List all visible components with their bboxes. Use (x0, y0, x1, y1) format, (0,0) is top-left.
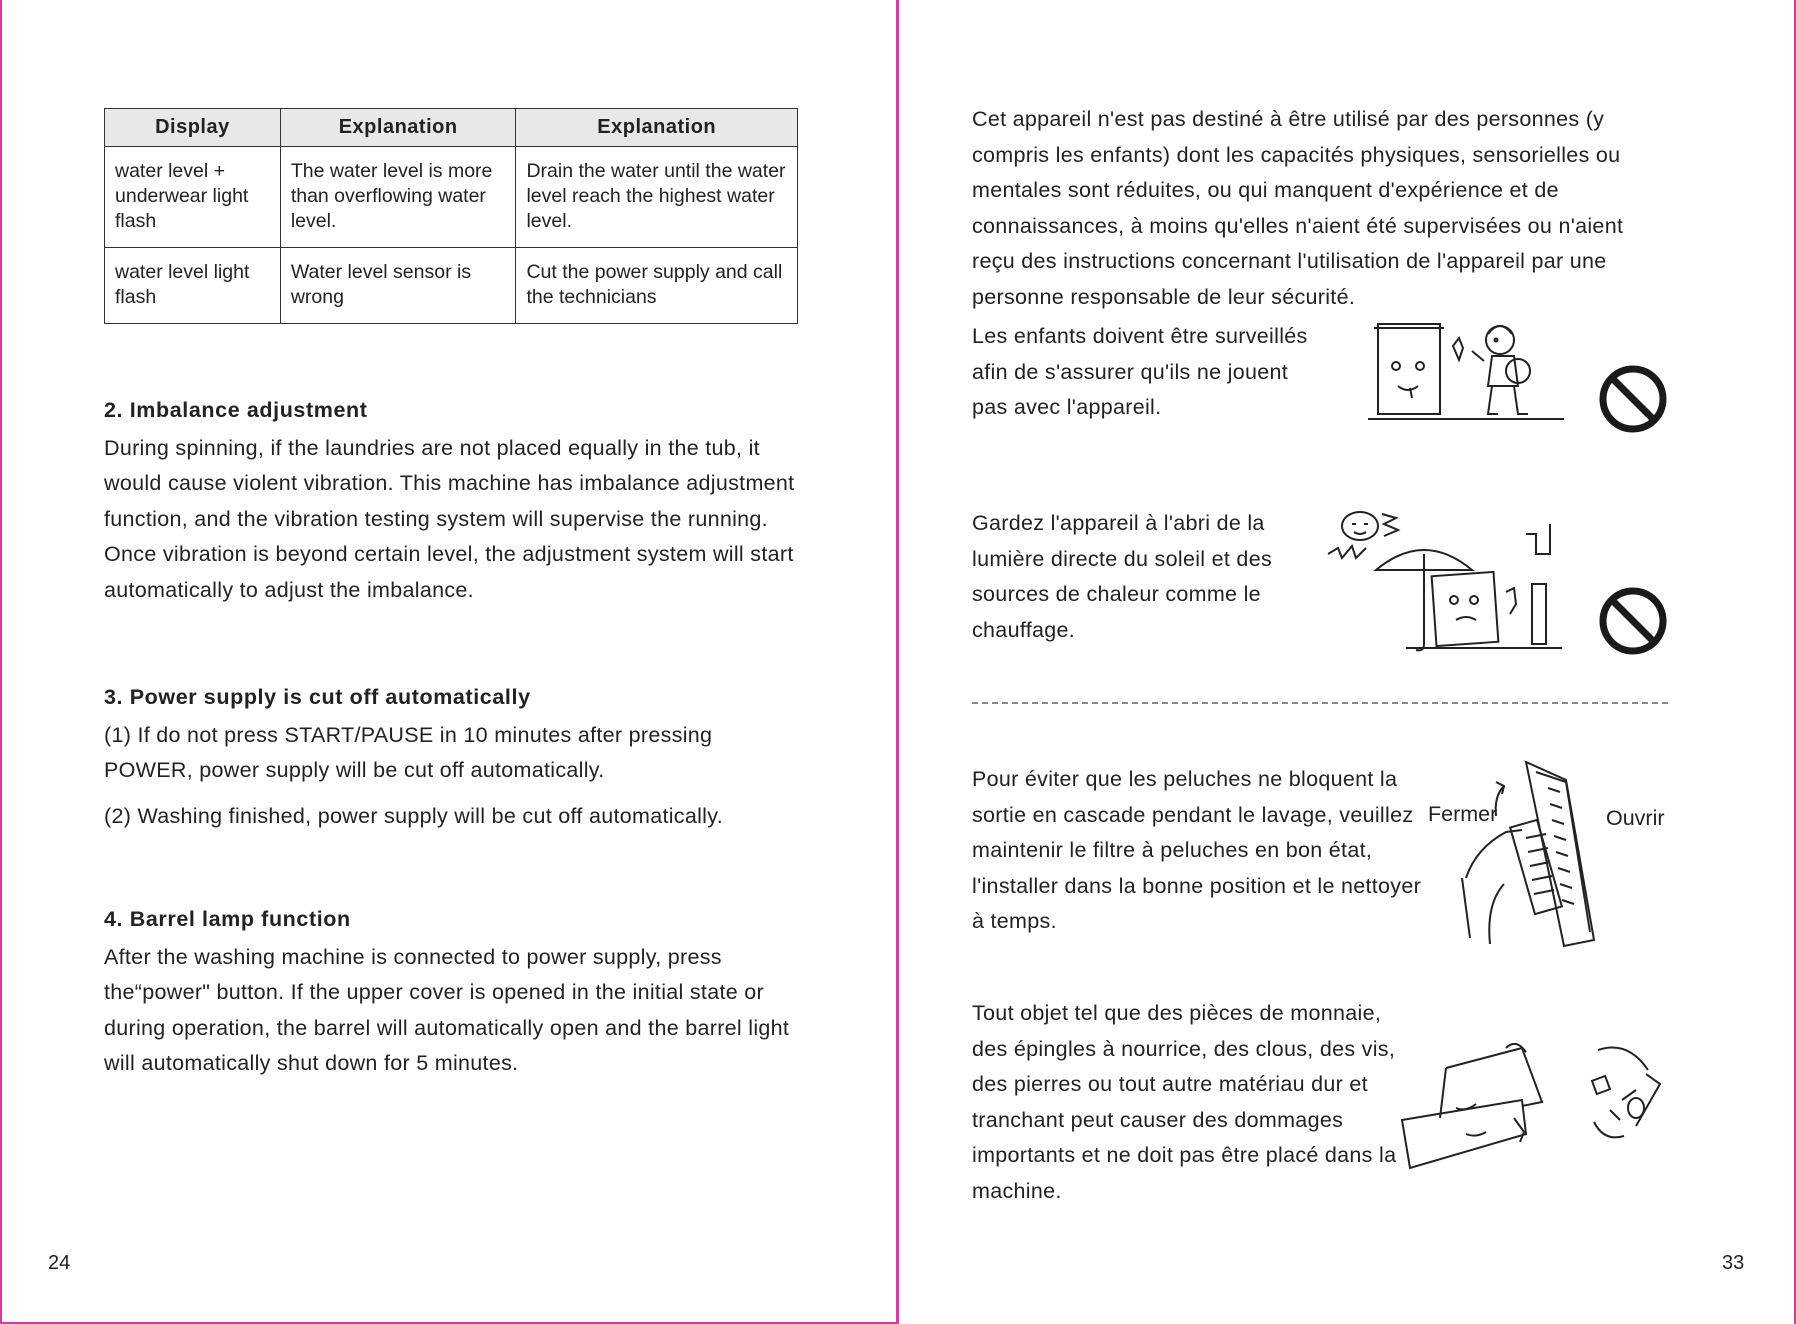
filter-close-label: Fermer (1428, 802, 1498, 826)
power-cut-section (104, 680, 824, 834)
imbalance-section (104, 393, 824, 608)
table-cell: Water level sensor is wrong (280, 248, 516, 324)
hard-objects-paragraph: Tout objet tel que des pièces de monnaie, des épingles à nourrice, des clous, des vis, des pierres ou tout autre matériau dur et tranchant peut causer des dommages importants et ne doit pas être placé dans la machine. (972, 1001, 1397, 1203)
table-header-row (105, 109, 798, 147)
section-divider (972, 702, 1668, 704)
table-header: Display (105, 109, 281, 147)
table-cell: Drain the water until the water level reach the highest water level. (516, 147, 798, 248)
section-item: (1) If do not press START/PAUSE in 10 minutes after pressing POWER, power supply will be cut off automatically. (104, 722, 713, 782)
section-title: 4. Barrel lamp function (104, 907, 351, 931)
section-item: (2) Washing finished, power supply will be cut off automatically. (104, 803, 723, 828)
table-cell: water level + underwear light flash (105, 147, 281, 248)
filter-open-label: Ouvrir (1606, 806, 1665, 830)
sun-umbrella-illustration (1326, 504, 1566, 652)
prohibition-icon (1598, 364, 1668, 434)
section-title: 3. Power supply is cut off automatically (104, 685, 531, 709)
sunlight-paragraph: Gardez l'appareil à l'abri de la lumière directe du soleil et des sources de chaleur comme le chauffage. (972, 511, 1272, 642)
table-row (105, 147, 798, 248)
lint-filter-illustration (1456, 758, 1602, 948)
section-body: During spinning, if the laundries are not placed equally in the tub, it would cause violent vibration. This machine has imbalance adjustment function, and the vibration testing system will supervise the running. Once vibration is beyond certain level, the adjustment system will start automatically to adjust the imbalance. (104, 435, 795, 602)
intro-paragraph: Cet appareil n'est pas destiné à être utilisé par des personnes (y compris les enfants) dont les capacités physiques, sensorielles ou mentales sont réduites, ou qui manquent d'expérience et de connaissances, à moins qu'elles n'aient été supervisées ou n'aient reçu des instructions concernant l'utilisation de l'appareil par une personne responsable de leur sécurité. (972, 107, 1624, 309)
table-row (105, 248, 798, 324)
page-number-right: 33 (1722, 1252, 1745, 1274)
washing-machine-child-illustration (1368, 316, 1568, 424)
lint-filter-paragraph: Pour éviter que les peluches ne bloquent la sortie en cascade pendant le lavage, veuillez maintenir le filtre à peluches en bon état, l'installer dans la bonne position et le nettoyer à temps. (972, 767, 1422, 933)
error-display-table (104, 108, 798, 324)
children-paragraph: Les enfants doivent être surveillés afin de s'assurer qu'ils ne jouent pas avec l'appareil. (972, 324, 1308, 419)
barrel-lamp-section (104, 902, 824, 1082)
prohibition-icon (1598, 586, 1668, 656)
page-fold (896, 0, 898, 1324)
section-body: After the washing machine is connected to power supply, press the“power" button. If the upper cover is opened in the initial state or during operation, the barrel will automatically open and the barrel light will automatically shut down for 5 minutes. (104, 944, 790, 1075)
table-header: Explanation (280, 109, 516, 147)
table-header: Explanation (516, 109, 798, 147)
table-cell: The water level is more than overflowing water level. (280, 147, 516, 248)
pocket-objects-illustration (1396, 1038, 1670, 1172)
section-title: 2. Imbalance adjustment (104, 398, 368, 422)
table-cell: Cut the power supply and call the technicians (516, 248, 798, 324)
table-cell: water level light flash (105, 248, 281, 324)
page-number-left: 24 (48, 1252, 71, 1274)
